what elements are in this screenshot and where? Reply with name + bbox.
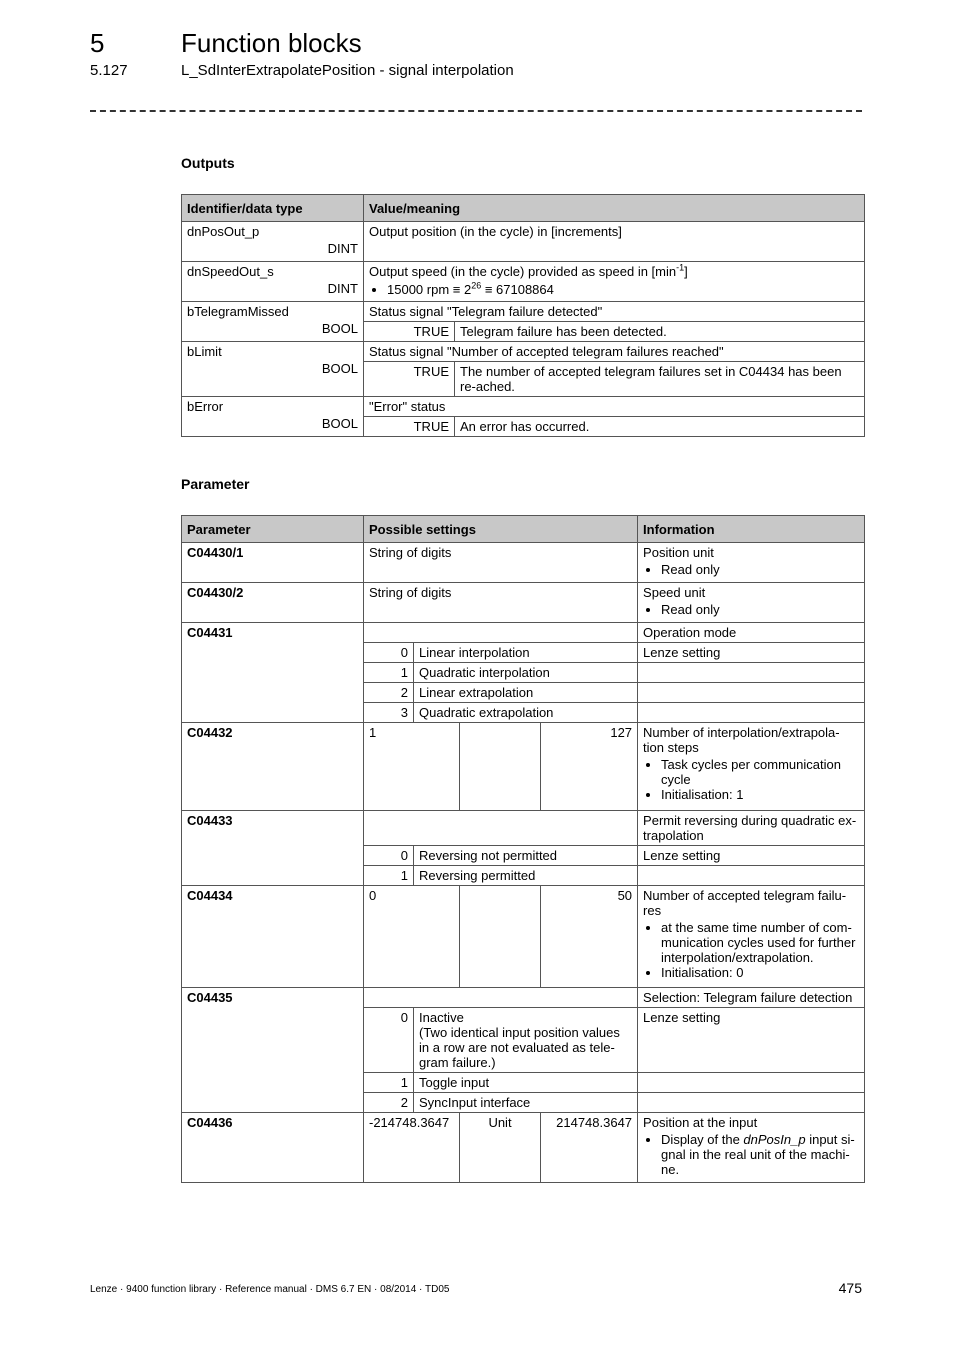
parameter-code: C04436 bbox=[182, 1113, 364, 1183]
range-min: 1 bbox=[364, 723, 460, 811]
page-number: 475 bbox=[838, 1280, 862, 1296]
settings-cell: String of digits bbox=[364, 543, 638, 583]
meaning-cell: Output position (in the cycle) in [increments] bbox=[364, 222, 865, 262]
identifier-cell bbox=[182, 302, 364, 342]
identifier: dnPosOut_p bbox=[187, 224, 260, 239]
table-row bbox=[182, 886, 865, 988]
info-cell: Selection: Telegram failure detection bbox=[638, 988, 865, 1008]
range-max: 214748.3647 bbox=[541, 1113, 638, 1183]
outputs-table bbox=[181, 194, 865, 437]
table-header-row bbox=[182, 195, 865, 222]
meaning-cell: Status signal "Number of accepted telegram failures reached" bbox=[364, 342, 865, 362]
meaning-text: Output speed (in the cycle) provided as speed in [min bbox=[369, 264, 677, 279]
list-item: • at the same time number of com-munication cycles used for further interpolation/extrapolation. bbox=[661, 920, 859, 965]
option-value: 0 bbox=[364, 643, 414, 663]
parameter-code: C04433 bbox=[182, 811, 364, 886]
info-cell: Position unit • Read only bbox=[638, 543, 865, 583]
identifier-cell bbox=[182, 222, 364, 262]
column-header: Information bbox=[638, 516, 865, 543]
info-cell: Operation mode bbox=[638, 623, 865, 643]
sub-value: TRUE bbox=[364, 417, 455, 437]
option-value: 2 bbox=[364, 683, 414, 703]
option-text: SyncInput interface bbox=[414, 1093, 638, 1113]
list-item: • Initialisation: 0 bbox=[661, 965, 859, 980]
parameter-code: C04430/2 bbox=[182, 583, 364, 623]
column-header: Identifier/data type bbox=[182, 195, 364, 222]
option-text: Linear extrapolation bbox=[414, 683, 638, 703]
option-value: 1 bbox=[364, 866, 414, 886]
identifier: dnSpeedOut_s bbox=[187, 264, 274, 279]
identifier: bError bbox=[187, 399, 224, 414]
option-info bbox=[638, 866, 865, 886]
option-info: Lenze setting bbox=[638, 1008, 865, 1073]
table-row bbox=[182, 302, 865, 322]
option-value: 1 bbox=[364, 663, 414, 683]
chapter-number: 5 bbox=[90, 28, 105, 58]
table-row bbox=[182, 397, 865, 417]
meaning-superscript: -1 bbox=[676, 262, 685, 273]
settings-cell bbox=[364, 988, 638, 1008]
option-info bbox=[638, 683, 865, 703]
table-row bbox=[182, 543, 865, 583]
section-title: L_SdInterExtrapolatePosition - signal interpolation bbox=[181, 62, 514, 79]
list-item: • Read only bbox=[661, 562, 859, 577]
settings-cell bbox=[364, 811, 638, 846]
option-info bbox=[638, 663, 865, 683]
table-row bbox=[182, 583, 865, 623]
table-row bbox=[182, 262, 865, 302]
column-header: Value/meaning bbox=[364, 195, 865, 222]
table-row bbox=[182, 342, 865, 362]
info-cell: Speed unit • Read only bbox=[638, 583, 865, 623]
column-header: Parameter bbox=[182, 516, 364, 543]
info-cell: Number of accepted telegram failu-res • at the same time number of com-munication cycles used for further interpolation/extrapolation. • Initialisation: 0 bbox=[638, 886, 865, 988]
table-row bbox=[182, 988, 865, 1008]
meaning-text-end: ] bbox=[684, 264, 688, 279]
sub-value: TRUE bbox=[364, 322, 455, 342]
footer-text: Lenze · 9400 function library · Reference manual · DMS 6.7 EN · 08/2014 · TD05 bbox=[90, 1284, 450, 1295]
range-max: 127 bbox=[541, 723, 638, 811]
data-type: BOOL bbox=[321, 361, 358, 376]
table-row bbox=[182, 723, 865, 811]
meaning-cell bbox=[364, 262, 865, 302]
option-value: 0 bbox=[364, 846, 414, 866]
section-number: 5.127 bbox=[90, 62, 128, 79]
data-type: DINT bbox=[327, 281, 358, 296]
outputs-heading: Outputs bbox=[181, 155, 235, 171]
option-text: Inactive (Two identical input position values in a row are not evaluated as tele-gram failure.) bbox=[414, 1008, 638, 1073]
chapter-title: Function blocks bbox=[181, 28, 362, 58]
parameter-table bbox=[181, 515, 865, 1183]
option-text: Reversing not permitted bbox=[414, 846, 638, 866]
table-row bbox=[182, 623, 865, 643]
identifier-cell bbox=[182, 342, 364, 397]
option-info bbox=[638, 703, 865, 723]
list-item: • Read only bbox=[661, 602, 859, 617]
option-text: Toggle input bbox=[414, 1073, 638, 1093]
meaning-cell: "Error" status bbox=[364, 397, 865, 417]
parameter-code: C04432 bbox=[182, 723, 364, 811]
sub-text: The number of accepted telegram failures set in C04434 has been re-ached. bbox=[455, 362, 865, 397]
table-header-row bbox=[182, 516, 865, 543]
parameter-code: C04430/1 bbox=[182, 543, 364, 583]
info-cell: Position at the input • Display of the dnPosIn_p input si-gnal in the real unit of the machi-ne. bbox=[638, 1113, 865, 1183]
option-text: Reversing permitted bbox=[414, 866, 638, 886]
range-max: 50 bbox=[541, 886, 638, 988]
option-text: Linear interpolation bbox=[414, 643, 638, 663]
table-row bbox=[182, 1113, 865, 1183]
option-info bbox=[638, 1073, 865, 1093]
parameter-code: C04434 bbox=[182, 886, 364, 988]
sub-text: An error has occurred. bbox=[455, 417, 865, 437]
header-divider bbox=[90, 110, 862, 112]
info-cell: Permit reversing during quadratic ex-trapolation bbox=[638, 811, 865, 846]
parameter-heading: Parameter bbox=[181, 476, 250, 492]
column-header: Possible settings bbox=[364, 516, 638, 543]
range-unit bbox=[460, 723, 541, 811]
option-info: Lenze setting bbox=[638, 643, 865, 663]
parameter-code: C04431 bbox=[182, 623, 364, 723]
option-value: 0 bbox=[364, 1008, 414, 1073]
option-value: 1 bbox=[364, 1073, 414, 1093]
meaning-cell: Status signal "Telegram failure detected" bbox=[364, 302, 865, 322]
list-item: • Task cycles per communication cycle bbox=[661, 757, 859, 787]
table-row bbox=[182, 222, 865, 262]
settings-cell: String of digits bbox=[364, 583, 638, 623]
sub-value: TRUE bbox=[364, 362, 455, 397]
data-type: DINT bbox=[327, 241, 358, 256]
list-item: • Display of the dnPosIn_p input si-gnal in the real unit of the machi-ne. bbox=[661, 1132, 859, 1177]
identifier: bLimit bbox=[187, 344, 222, 359]
option-info bbox=[638, 1093, 865, 1113]
sub-text: Telegram failure has been detected. bbox=[455, 322, 865, 342]
list-item: • 15000 rpm ≡ $2^{26} \equiv 67108864$ bbox=[387, 282, 859, 297]
data-type: BOOL bbox=[321, 321, 358, 336]
data-type: BOOL bbox=[321, 416, 358, 431]
range-min: 0 bbox=[364, 886, 460, 988]
list-item: • Initialisation: 1 bbox=[661, 787, 859, 802]
range-unit bbox=[460, 886, 541, 988]
settings-cell bbox=[364, 623, 638, 643]
info-cell: Number of interpolation/extrapola-tion steps • Task cycles per communication cycle • Initialisation: 1 bbox=[638, 723, 865, 811]
range-unit: Unit bbox=[460, 1113, 541, 1183]
identifier-cell bbox=[182, 262, 364, 302]
range-min: -214748.3647 bbox=[364, 1113, 460, 1183]
option-text: Quadratic extrapolation bbox=[414, 703, 638, 723]
option-text: Quadratic interpolation bbox=[414, 663, 638, 683]
identifier-cell bbox=[182, 397, 364, 437]
option-info: Lenze setting bbox=[638, 846, 865, 866]
option-value: 3 bbox=[364, 703, 414, 723]
identifier: bTelegramMissed bbox=[187, 304, 289, 319]
option-value: 2 bbox=[364, 1093, 414, 1113]
table-row bbox=[182, 811, 865, 846]
parameter-code: C04435 bbox=[182, 988, 364, 1113]
